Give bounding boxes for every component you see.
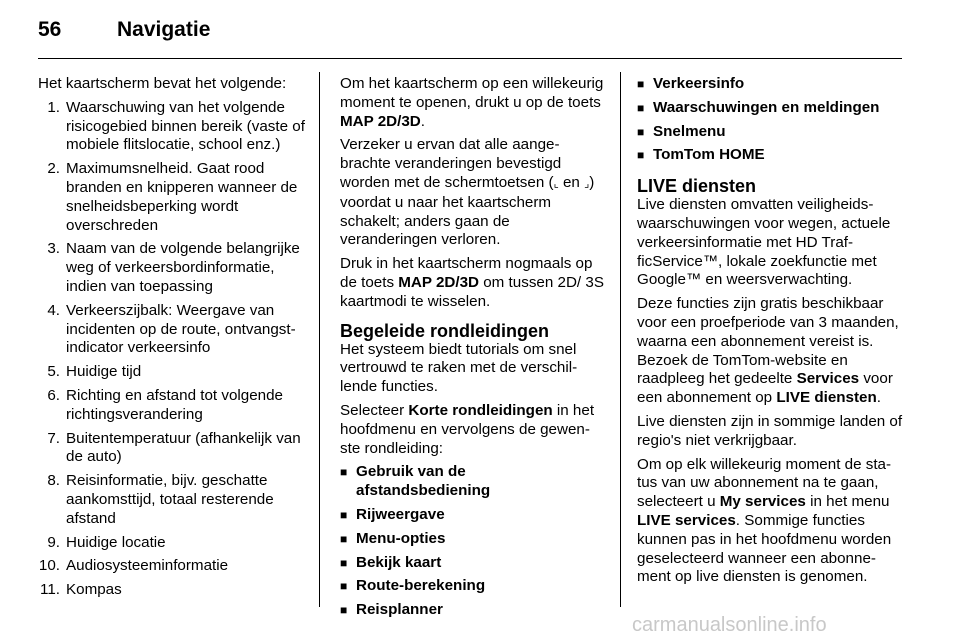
live-services-label: LIVE services	[637, 511, 736, 529]
paragraph-live-overview: Live diensten omvatten veiligheidswaarschuwingen voor wegen, actuele verkeersinformatie met HD TrafficService™, lokale zoekfunctie met Google™ en weersverwachting.	[637, 196, 891, 289]
list-item-text: Naam van de volgende belangrijke weg of verkeersbordinformatie, indien van toepassing	[66, 240, 300, 295]
list-item	[38, 99, 306, 155]
paragraph-toggle-map: Druk in het kaartscherm nogmaals op de toets MAP 2D/3D om tussen 2D/ 3S kaartmodi te wisselen.	[340, 255, 604, 310]
page-title: Navigatie	[117, 18, 211, 41]
tour-list-continued	[637, 75, 903, 165]
watermark: carmanualsonline.info	[632, 614, 827, 636]
heading-guided-tours: Begeleide rondleidingen	[340, 320, 550, 341]
list-item-number: 5.	[47, 363, 60, 381]
list-item-text: Richting en afstand tot volgende richtingsverandering	[66, 386, 283, 423]
list-item-number: 11.	[40, 581, 60, 599]
column-divider-1	[319, 72, 320, 607]
list-item-number: 6.	[47, 386, 60, 404]
paragraph-subscription-status: Om op elk willekeurig moment de status van uw abonnement na te gaan, selecteert u My services in het menu LIVE services. Sommige functies kunnen pas in het hoofdmenu worden geselecteerd wanneer een abonnement op live diensten is genomen.	[637, 455, 892, 586]
paragraph-open-map: Om het kaartscherm op een willekeurig moment te openen, drukt u op de toets MAP 2D/3D.	[340, 75, 604, 130]
header-rule	[38, 58, 902, 59]
list-item-text: Huidige locatie	[66, 533, 166, 551]
list-item	[38, 363, 306, 382]
list-item	[38, 302, 306, 358]
page-number: 56	[38, 18, 62, 41]
right-softkey-icon: ⌟	[584, 177, 590, 190]
list-item-text: Audiosysteeminformatie	[66, 557, 229, 575]
list-item-text: Waarschuwing van het volgende risicogebied binnen bereik (vaste of mobiele flitslocatie, school enz.)	[66, 98, 305, 154]
map-screen-items-list	[38, 99, 306, 600]
bullet-item: ■ Rijweergave	[340, 506, 604, 525]
list-item-number: 9.	[47, 533, 60, 551]
paragraph-confirm-changes: Verzeker u ervan dat alle aangebrachte veranderingen bevestigd worden met de schermtoetsen (⌞ en ⌟) voordat u naar het kaartscherm schakelt; anders gaan de veranderingen verloren.	[340, 136, 595, 249]
bullet-item: ■ Reisplanner	[340, 601, 604, 620]
paragraph-availability: Live diensten zijn in sommige landen of regio's niet verkrijgbaar.	[637, 412, 903, 449]
list-item-text: Maximumsnelheid. Gaat rood branden en knipperen wanneer de snelheidsbeperking wordt overschreden	[66, 160, 298, 234]
bullet-item: ■ Menu-opties	[340, 530, 604, 549]
bullet-item: ■ Waarschuwingen en meldingen	[637, 99, 903, 118]
list-item-text: Reisinformatie, bijv. geschatte aankomsttijd, totaal resterende afstand	[66, 472, 274, 527]
bullet-item: ■ Route-berekening	[340, 577, 604, 596]
live-diensten-label: LIVE diensten	[776, 389, 877, 407]
list-item-text: Buitentemperatuur (afhankelijk van de auto)	[66, 429, 301, 466]
list-item	[38, 581, 306, 600]
tour-list	[340, 463, 604, 620]
bullet-item: ■ Gebruik van de afstandsbediening	[340, 463, 604, 501]
list-item-number: 1.	[47, 98, 60, 116]
map-2d3d-key-label-2: MAP 2D/3D	[398, 273, 480, 291]
list-item	[38, 534, 306, 553]
bullet-item: ■ Bekijk kaart	[340, 554, 604, 573]
list-item-number: 7.	[47, 429, 60, 447]
left-softkey-icon: ⌞	[553, 177, 559, 190]
list-item-number: 3.	[47, 240, 60, 258]
column-1	[38, 75, 306, 605]
list-item	[38, 240, 306, 296]
list-item-text: Kompas	[66, 581, 122, 599]
column-3	[637, 75, 903, 592]
bullet-item: ■ Snelmenu	[637, 123, 903, 142]
list-item-number: 8.	[47, 472, 60, 490]
my-services-label: My services	[719, 493, 806, 511]
list-item	[38, 387, 306, 425]
list-item	[38, 557, 306, 576]
list-item-number: 10.	[38, 557, 60, 575]
column-2	[340, 75, 604, 625]
bullet-item: ■ Verkeersinfo	[637, 75, 903, 94]
paragraph-trial: Deze functies zijn gratis beschikbaar voor een proefperiode van 3 maanden, waarna een abonnement vereist is. Bezoek de TomTom-website en raadpleeg het gedeelte Services voor een abonnement op LIVE diensten.	[637, 295, 899, 407]
column-divider-2	[620, 72, 621, 607]
paragraph-tutorials: Het systeem biedt tutorials om snel vertrouwd te raken met de verschillende functies.	[340, 340, 578, 396]
list-item-text: Huidige tijd	[66, 363, 142, 381]
list-item-number: 2.	[47, 160, 60, 178]
list-item-text: Verkeerszijbalk: Weergave van incidenten op de route, ontvangstindicator verkeersinfo	[66, 301, 296, 357]
list-item-number: 4.	[47, 301, 60, 319]
short-tours-label: Korte rondleidingen	[408, 401, 553, 419]
list-item	[38, 430, 306, 468]
paragraph-select-tour: Selecteer Korte rondleidingen in het hoofdmenu en vervolgens de gewenste rondleiding:	[340, 401, 595, 457]
list-item	[38, 160, 306, 235]
list-item	[38, 472, 306, 528]
bullet-item: ■ TomTom HOME	[637, 146, 903, 165]
intro-text: Het kaartscherm bevat het volgende:	[38, 75, 287, 92]
map-2d3d-key-label: MAP 2D/3D	[340, 112, 421, 130]
services-label: Services	[796, 370, 860, 388]
heading-live-services: LIVE diensten	[637, 176, 757, 197]
